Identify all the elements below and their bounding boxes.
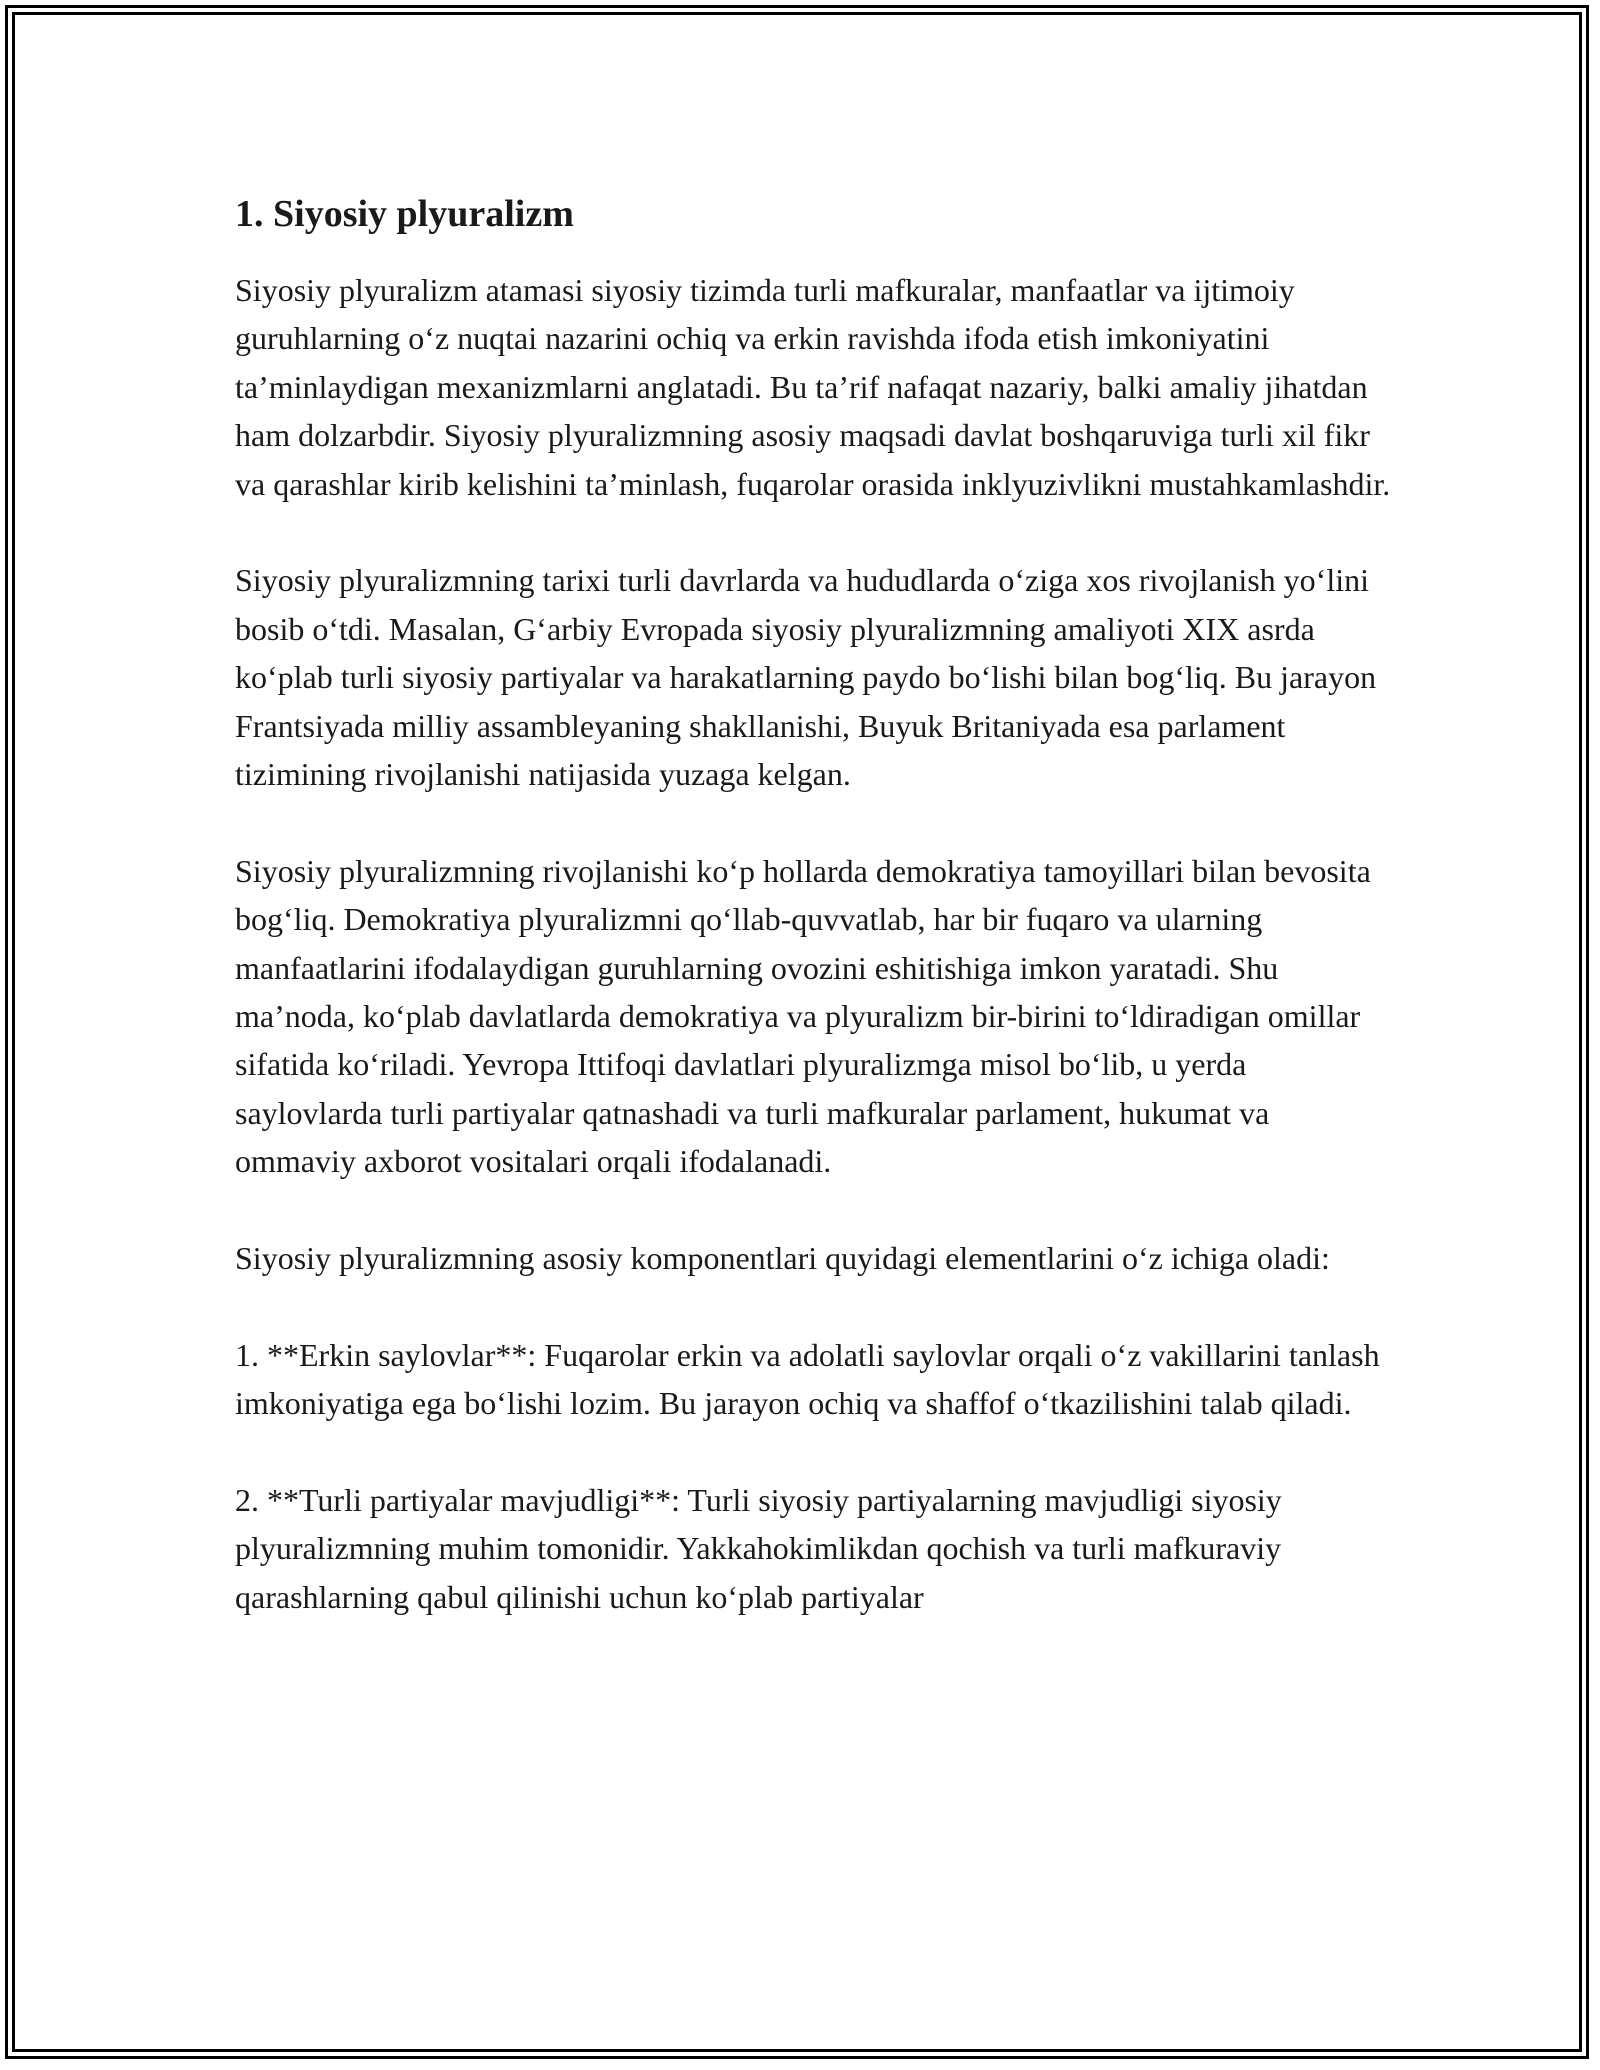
paragraph-components-intro: Siyosiy plyuralizmning asosiy komponentlari quyidagi elementlarini o‘z ichiga oladi: — [235, 1240, 1330, 1277]
paragraph-democracy: Siyosiy plyuralizmning rivojlanishi ko‘p hollarda demokratiya tamoyillari bilan bevosita bog‘liq. Demokratiya plyuralizmni qo‘llab-quvvatlab, har bir fuqaro va ularning manfaatlarini ifodalaydigan guruhlarning ovozini eshitishiga imkon yaratadi. Shu ma’noda, ko‘plab davlatlarda demokratiya va plyuralizm bir-birini to‘ldiradigan omillar sifatida ko‘riladi. Yevropa Ittifoqi davlatlari plyuralizmga misol bo‘lib, u yerda saylovlarda turli partiyalar qatnashadi va turli mafkuralar parlament, hukumat va ommaviy axborot vositalari orqali ifodalanadi. — [235, 852, 1371, 1180]
paragraph-history: Siyosiy plyuralizmning tarixi turli davrlarda va hududlarda o‘ziga xos rivojlanish yo‘lini bosib o‘tdi. Masalan, G‘arbiy Evropada siyosiy plyuralizmning amaliyoti XIX asrda ko‘plab turli siyosiy partiyalar va harakatlarning paydo bo‘lishi bilan bog‘liq. Bu jarayon Frantsiyada milliy assambleyaning shakllanishi, Buyuk Britaniyada esa parlament tizimining rivojlanishi natijasida yuzaga kelgan. — [235, 562, 1377, 793]
section-heading: 1. Siyosiy plyuralizm — [235, 193, 574, 235]
list-item-multiple-parties: 2. **Turli partiyalar mavjudligi**: Turli siyosiy partiyalarning mavjudligi siyosiy plyuralizmning muhim tomonidir. Yakkahokimlikdan qochish va turli mafkuraviy qarashlarning qabul qilinishi uchun ko‘plab partiyalar — [235, 1482, 1282, 1615]
list-item-free-elections: 1. **Erkin saylovlar**: Fuqarolar erkin va adolatli saylovlar orqali o‘z vakillarini tanlash imkoniyatiga ega bo‘lishi lozim. Bu jarayon ochiq va shaffof o‘tkazilishini talab qiladi. — [235, 1336, 1380, 1422]
paragraph-definition: Siyosiy plyuralizm atamasi siyosiy tizimda turli mafkuralar, manfaatlar va ijtimoiy guruhlarning o‘z nuqtai nazarini ochiq va erkin ravishda ifoda etish imkoniyatini ta’minlaydigan mexanizmlarni anglatadi. Bu ta’rif nafaqat nazariy, balki amaliy jihatdan ham dolzarbdir. Siyosiy plyuralizmning asosiy maqsadi davlat boshqaruviga turli xil fikr va qarashlar kirib kelishini ta’minlash, fuqarolar orasida inklyuzivlikni mustahkamlashdir. — [235, 272, 1391, 502]
document-body — [235, 188, 1395, 1670]
